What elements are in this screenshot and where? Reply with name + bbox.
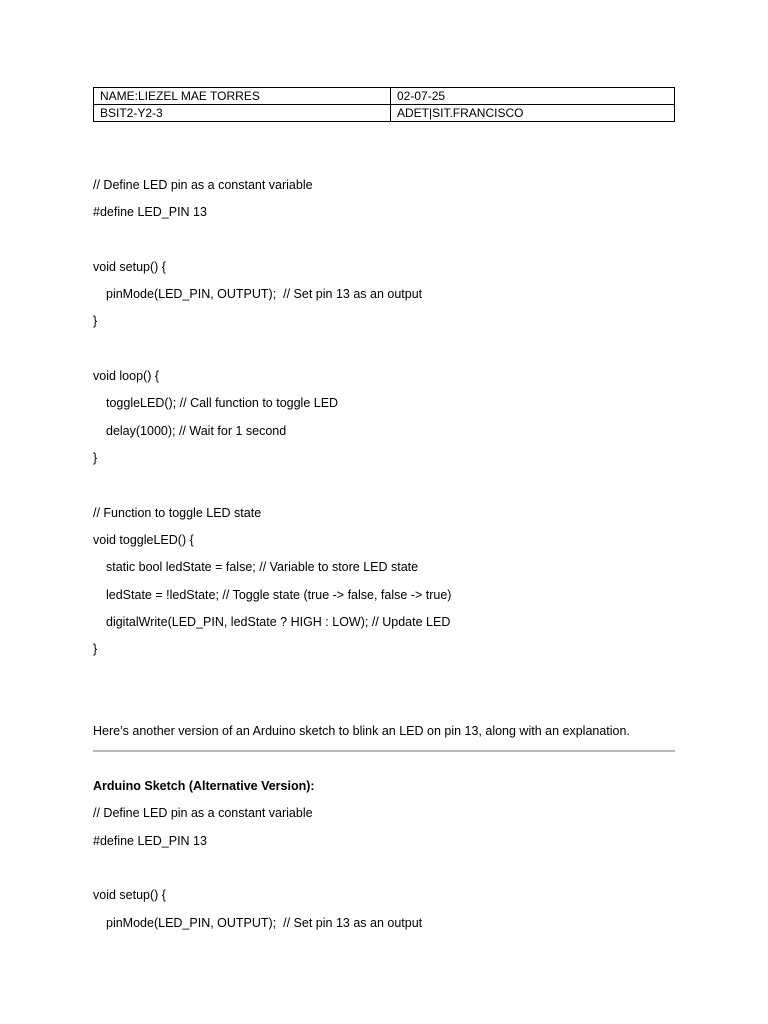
code-line: // Define LED pin as a constant variable [93, 806, 313, 820]
horizontal-rule [93, 750, 675, 752]
code-line: } [93, 451, 98, 465]
subject-cell: ADET|SIT.FRANCISCO [391, 105, 675, 122]
code-line: #define LED_PIN 13 [93, 834, 207, 848]
code-line: void loop() { [93, 369, 160, 383]
code-line: // Function to toggle LED state [93, 506, 262, 520]
table-row [94, 105, 675, 122]
table-row [94, 88, 675, 105]
code-line: void setup() { [93, 260, 166, 274]
code-line: // Define LED pin as a constant variable [93, 178, 313, 192]
code-line: void toggleLED() { [93, 533, 194, 547]
code-line: ledState = !ledState; // Toggle state (true -> false, false -> true) [106, 588, 452, 602]
student-name-cell: NAME:LIEZEL MAE TORRES [94, 88, 391, 105]
code-line: } [93, 314, 98, 328]
code-line: static bool ledState = false; // Variable to store LED state [106, 560, 419, 574]
code-line: pinMode(LED_PIN, OUTPUT); // Set pin 13 as an output [106, 916, 423, 930]
code-line: delay(1000); // Wait for 1 second [106, 424, 287, 438]
date-cell: 02-07-25 [391, 88, 675, 105]
section-cell: BSIT2-Y2-3 [94, 105, 391, 122]
code-line: digitalWrite(LED_PIN, ledState ? HIGH : LOW); // Update LED [106, 615, 451, 629]
student-info-table [93, 87, 675, 122]
code-line: void setup() { [93, 888, 166, 902]
intro-paragraph: Here’s another version of an Arduino sketch to blink an LED on pin 13, along with an explanation. [93, 724, 630, 738]
code-line: pinMode(LED_PIN, OUTPUT); // Set pin 13 as an output [106, 287, 423, 301]
code-line: } [93, 642, 98, 656]
section-title: Arduino Sketch (Alternative Version): [93, 779, 315, 793]
code-line: toggleLED(); // Call function to toggle LED [106, 396, 339, 410]
code-line: #define LED_PIN 13 [93, 205, 207, 219]
